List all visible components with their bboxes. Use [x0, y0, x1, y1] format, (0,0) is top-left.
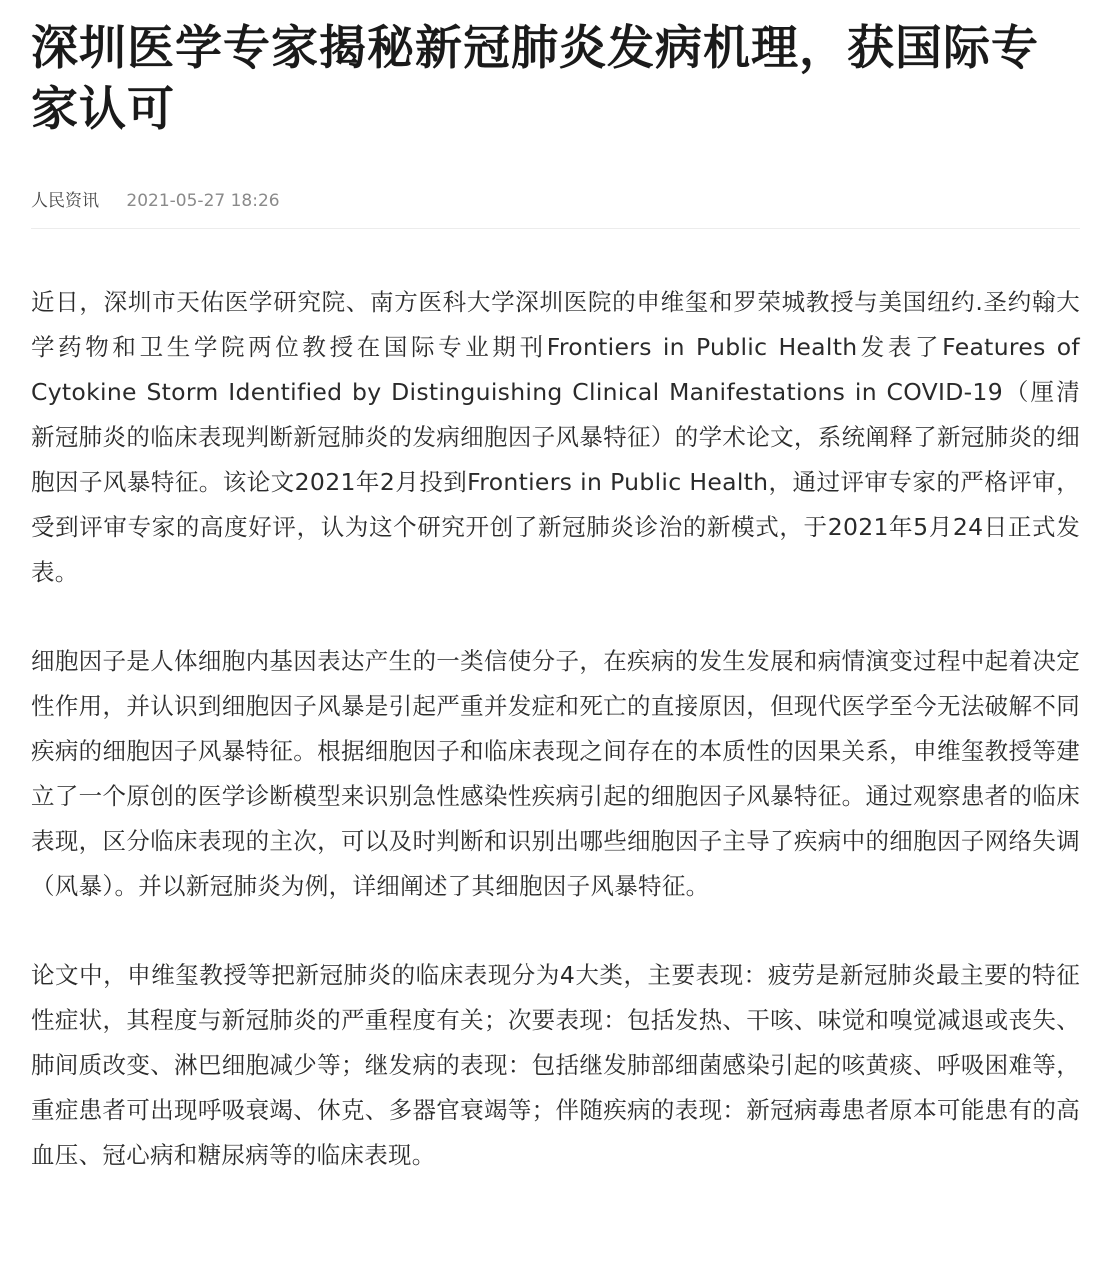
article-source[interactable]: 人民资讯 — [31, 191, 99, 211]
publish-time: 2021-05-27 18:26 — [126, 191, 280, 211]
article-paragraph: 论文中，申维玺教授等把新冠肺炎的临床表现分为4大类，主要表现：疲劳是新冠肺炎最主要的特征性症状，其程度与新冠肺炎的严重程度有关；次要表现：包括发热、干咳、味觉和嗅觉减退或丧失、肺间质改变、淋巴细胞减少等；继发病的表现：包括继发肺部细菌感染引起的咳黄痰、呼吸困难等，重症患者可出现呼吸衰竭、休克、多器官衰竭等；伴随疾病的表现：新冠病毒患者原本可能患有的高血压、冠心病和糖尿病等的临床表现。 — [31, 961, 1080, 1169]
article-paragraph: 近日，深圳市天佑医学研究院、南方医科大学深圳医院的申维玺和罗荣城教授与美国纽约.圣约翰大学药物和卫生学院两位教授在国际专业期刊Frontiers in Public Health发表了Features of Cytokine Storm Identified by Distinguishing Clinical Manifestations in COVID-19（厘清新冠肺炎的临床表现判断新冠肺炎的发病细胞因子风暴特征）的学术论文，系统阐释了新冠肺炎的细胞因子风暴特征。该论文2021年2月投到Frontiers in Public Health，通过评审专家的严格评审，受到评审专家的高度好评，认为这个研究开创了新冠肺炎诊治的新模式，于2021年5月24日正式发表。 — [31, 288, 1080, 586]
article-body — [31, 280, 1080, 1178]
meta-divider — [31, 228, 1080, 229]
article-title: 深圳医学专家揭秘新冠肺炎发病机理，获国际专家认可 — [31, 21, 1039, 137]
article-paragraph: 细胞因子是人体细胞内基因表达产生的一类信使分子，在疾病的发生发展和病情演变过程中起着决定性作用，并认识到细胞因子风暴是引起严重并发症和死亡的直接原因，但现代医学至今无法破解不同疾病的细胞因子风暴特征。根据细胞因子和临床表现之间存在的本质性的因果关系，申维玺教授等建立了一个原创的医学诊断模型来识别急性感染性疾病引起的细胞因子风暴特征。通过观察患者的临床表现，区分临床表现的主次，可以及时判断和识别出哪些细胞因子主导了疾病中的细胞因子网络失调（风暴）。并以新冠肺炎为例，详细阐述了其细胞因子风暴特征。 — [31, 647, 1080, 900]
article-meta — [31, 188, 1079, 214]
